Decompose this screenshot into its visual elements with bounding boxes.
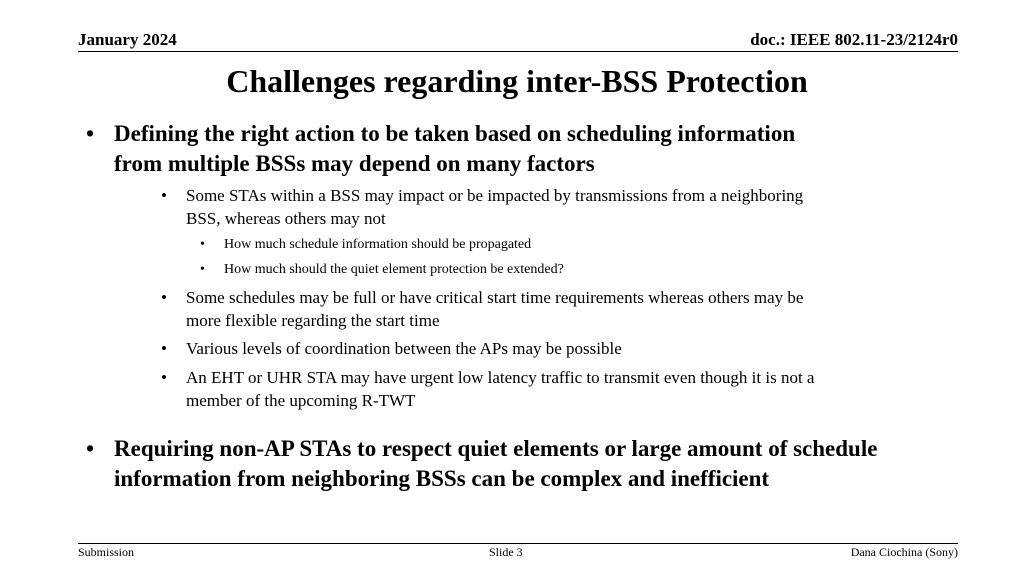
bullet-text-line: Various levels of coordination between the APs may be possible <box>186 339 622 358</box>
bullet-text-line: How much should the quiet element protection be extended? <box>224 262 564 277</box>
bullet-marker: • <box>86 121 95 146</box>
bullet-marker: • <box>161 288 167 307</box>
footer-author: Dana Ciochina (Sony) <box>850 545 958 559</box>
header-date: January 2024 <box>78 30 177 49</box>
bullet-text-line: from multiple BSSs may depend on many factors <box>114 151 595 176</box>
bullet-text-line: more flexible regarding the start time <box>186 311 440 330</box>
bullet-text-line: information from neighboring BSSs can be complex and inefficient <box>114 466 770 491</box>
header-doc-id: doc.: IEEE 802.11-23/2124r0 <box>750 30 958 49</box>
bullet-text-line: Some STAs within a BSS may impact or be impacted by transmissions from a neighboring <box>186 186 804 205</box>
footer-divider <box>78 543 958 544</box>
bullet-text-line: An EHT or UHR STA may have urgent low latency traffic to transmit even though it is not a <box>186 368 815 387</box>
bullet-text-line: Some schedules may be full or have critical start time requirements whereas others may be <box>186 288 804 307</box>
bullet-text-line: member of the upcoming R-TWT <box>186 391 416 410</box>
footer-submission: Submission <box>78 545 135 559</box>
bullet-marker: • <box>161 186 167 205</box>
bullet-marker: • <box>200 237 205 252</box>
bullet-text-line: How much schedule information should be propagated <box>224 237 532 252</box>
bullet-marker: • <box>161 368 167 387</box>
bullet-text-line: BSS, whereas others may not <box>186 209 386 228</box>
slide-title: Challenges regarding inter-BSS Protection <box>226 63 808 99</box>
bullet-text-line: Defining the right action to be taken based on scheduling information <box>114 121 796 146</box>
bullet-text-line: Requiring non-AP STAs to respect quiet elements or large amount of schedule <box>114 436 878 461</box>
footer-slide-number: Slide 3 <box>489 545 523 559</box>
bullet-marker: • <box>161 339 167 358</box>
bullet-marker: • <box>86 436 95 461</box>
header-divider <box>78 51 958 52</box>
bullet-marker: • <box>200 262 205 277</box>
